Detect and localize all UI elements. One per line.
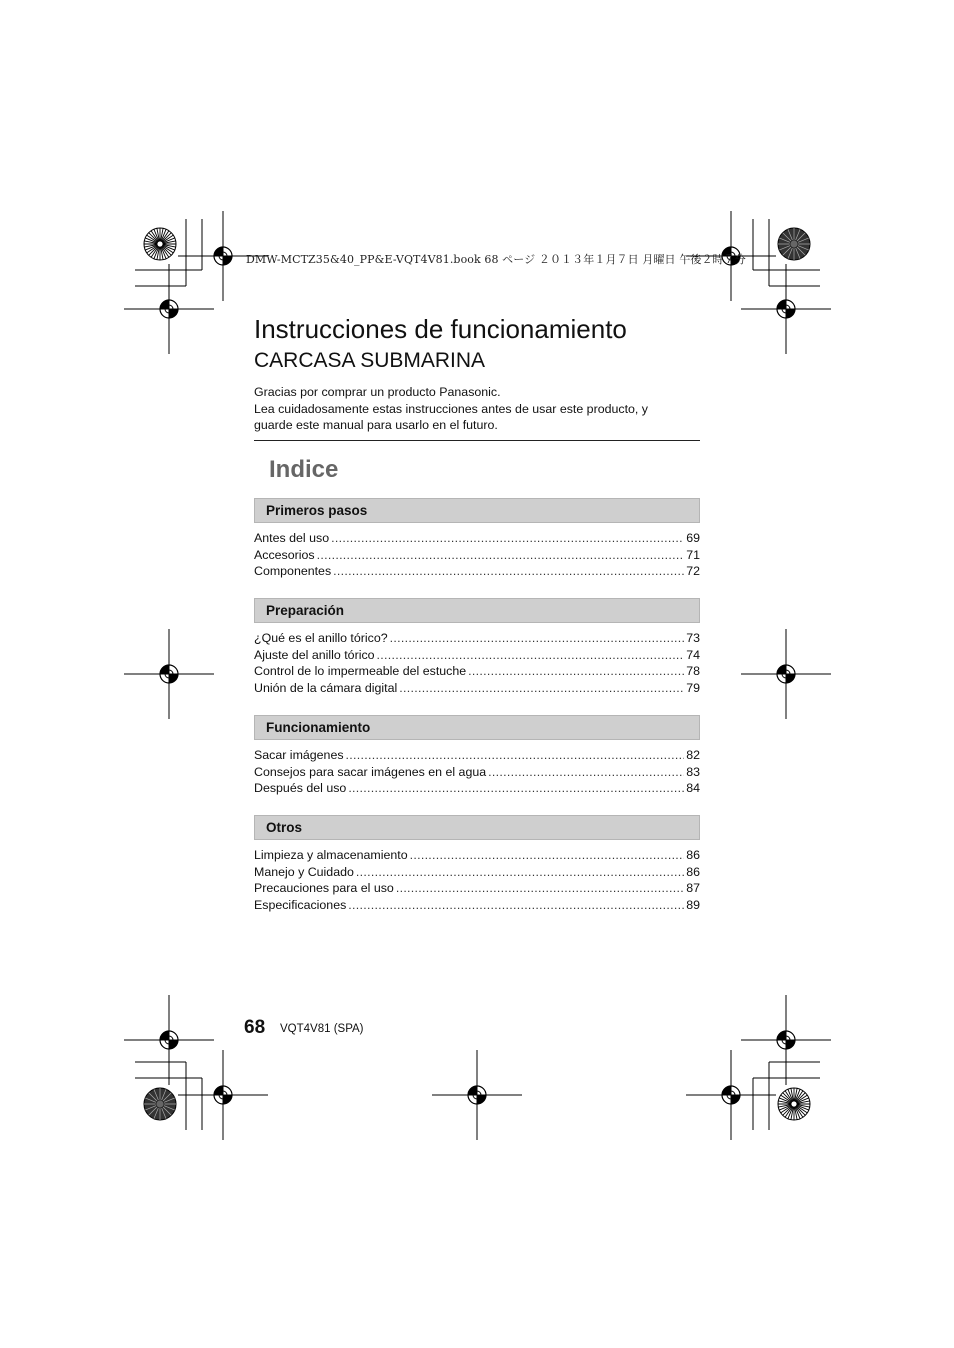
toc-section-preparacion [254, 598, 700, 697]
toc-entry-page: 82 [686, 748, 700, 762]
toc-entry-page: 73 [686, 631, 700, 645]
toc-entry[interactable] [254, 864, 700, 881]
toc-entry-page: 69 [686, 531, 700, 545]
dot-leader [331, 530, 684, 547]
index-title: Indice [269, 456, 339, 483]
toc-entry-label: Limpieza y almacenamiento [254, 848, 408, 862]
dot-leader [346, 747, 685, 764]
toc-entry-page: 84 [686, 781, 700, 796]
toc-entry[interactable] [254, 897, 700, 914]
intro-line: Gracias por comprar un producto Panasonic. [254, 385, 501, 399]
dot-leader [317, 547, 685, 564]
toc-entry[interactable] [254, 680, 700, 697]
toc-entry[interactable] [254, 780, 700, 797]
toc-entry[interactable] [254, 647, 700, 664]
toc-entry-page: 74 [686, 647, 700, 662]
dot-leader [333, 563, 684, 580]
dot-leader [377, 647, 685, 664]
section-header: Preparación [254, 598, 700, 623]
toc-entry-page: 86 [686, 848, 700, 862]
section-header: Otros [254, 815, 700, 840]
toc-entry-label: Ajuste del anillo tórico [254, 647, 375, 662]
running-head: DMW-MCTZ35&40_PP&E-VQT4V81.book 68 ページ ２０１３年１月７日 月曜日 午後２時７分 [246, 253, 746, 266]
toc-entry[interactable] [254, 663, 700, 680]
toc-entry[interactable] [254, 847, 700, 864]
intro-line: guarde este manual para usarlo en el futuro. [254, 418, 498, 432]
dot-leader [396, 880, 684, 897]
toc-entry-label: ¿Qué es el anillo tórico? [254, 631, 388, 645]
toc-entry-label: Sacar imágenes [254, 748, 344, 762]
toc-entry[interactable] [254, 563, 700, 580]
document-subtitle: CARCASA SUBMARINA [254, 349, 486, 372]
toc-entry[interactable] [254, 530, 700, 547]
toc-entry[interactable] [254, 547, 700, 564]
toc-section-funcionamiento [254, 715, 700, 797]
dot-leader [390, 630, 685, 647]
toc-entry-label: Manejo y Cuidado [254, 864, 354, 879]
toc-entry-page: 89 [686, 898, 700, 913]
toc-entry[interactable] [254, 764, 700, 781]
toc-entry-page: 83 [686, 764, 700, 779]
dot-leader [348, 897, 684, 914]
toc-section-otros [254, 815, 700, 914]
document-title: Instrucciones de funcionamiento [254, 314, 627, 344]
toc-entry-label: Después del uso [254, 781, 347, 796]
toc-entry-page: 87 [686, 881, 700, 896]
toc-entry[interactable] [254, 880, 700, 897]
dot-leader [468, 663, 684, 680]
toc-entry[interactable] [254, 747, 700, 764]
toc-entry-page: 78 [686, 664, 700, 679]
document-code: VQT4V81 (SPA) [280, 1023, 364, 1035]
divider [254, 440, 700, 441]
dot-leader [399, 680, 684, 697]
page-number: 68 [244, 1017, 266, 1038]
section-header: Funcionamiento [254, 715, 700, 740]
toc-entry-label: Control de lo impermeable del estuche [254, 664, 467, 679]
toc-entry-label: Accesorios [254, 547, 315, 562]
dot-leader [348, 780, 684, 797]
toc-entry[interactable] [254, 630, 700, 647]
toc-entry-label: Antes del uso [254, 531, 330, 545]
toc-entry-label: Unión de la cámara digital [254, 681, 398, 696]
dot-leader [488, 764, 684, 781]
toc-entry-page: 72 [686, 564, 700, 579]
toc-entry-page: 86 [686, 864, 700, 879]
dot-leader [356, 864, 684, 881]
intro-text [254, 384, 700, 434]
toc-entry-label: Especificaciones [254, 898, 347, 913]
intro-line: Lea cuidadosamente estas instrucciones antes de usar este producto, y [254, 401, 648, 416]
toc-section-primeros-pasos [254, 498, 700, 580]
toc-entry-page: 71 [686, 547, 700, 562]
toc-entry-page: 79 [686, 681, 700, 696]
toc-entry-label: Componentes [254, 564, 332, 579]
toc-entry-label: Consejos para sacar imágenes en el agua [254, 764, 487, 779]
dot-leader [410, 847, 685, 864]
section-header: Primeros pasos [254, 498, 700, 523]
toc-entry-label: Precauciones para el uso [254, 881, 394, 896]
